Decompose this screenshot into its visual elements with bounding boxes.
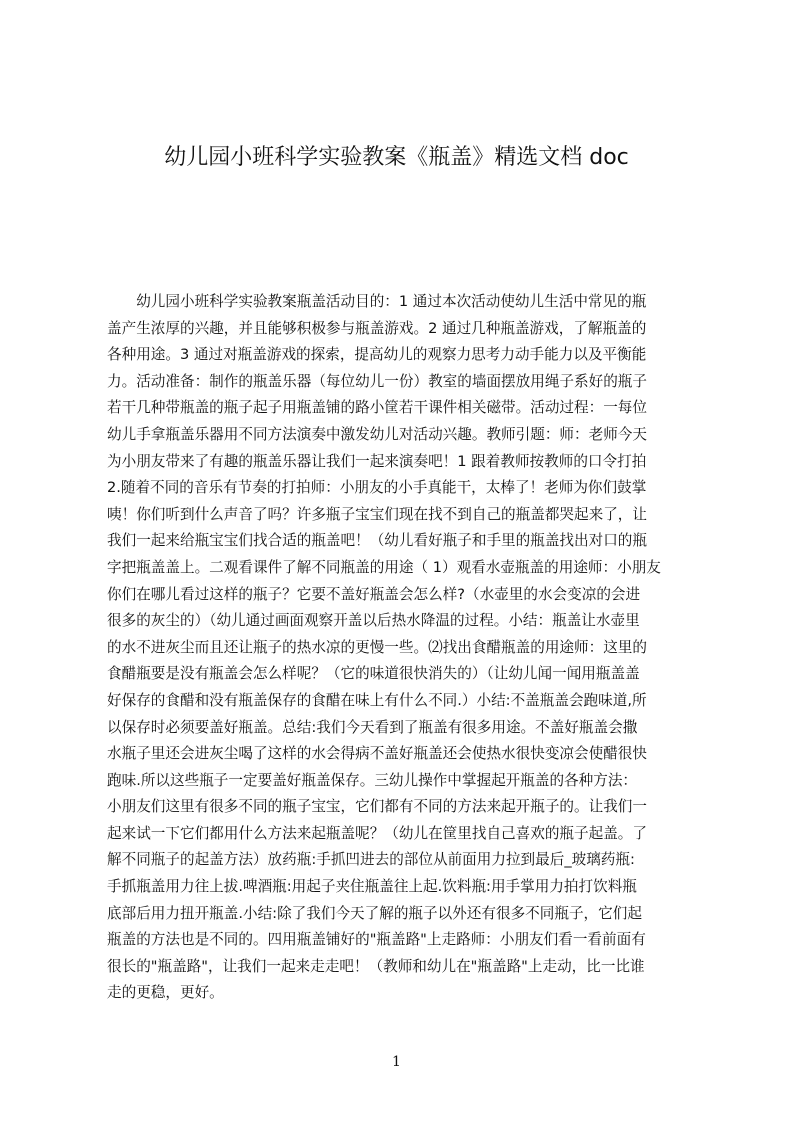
body-line: 手抓瓶盖用力往上拔.啤酒瓶:用起子夹住瓶盖往上起.饮料瓶:用手掌用力拍打饮料瓶 (107, 878, 637, 896)
body-line: 若干几种带瓶盖的瓶子起子用瓶盖铺的路小筐若干课件相关磁带。活动过程：一每位 (107, 399, 647, 417)
body-line: 好保存的食醋和没有瓶盖保存的食醋在味上有什么不同.）小结:不盖瓶盖会跑味道,所 (107, 691, 647, 709)
body-line: 小朋友们这里有很多不同的瓶子宝宝，它们都有不同的方法来起开瓶子的。让我们一 (107, 798, 647, 816)
body-line: 底部后用力扭开瓶盖.小结:除了我们今天了解的瓶子以外还有很多不同瓶子，它们起 (107, 904, 642, 922)
body-line: 各种用途。3 通过对瓶盖游戏的探索，提高幼儿的观察力思考力动手能力以及平衡能 (107, 346, 647, 364)
body-line: 力。活动准备：制作的瓶盖乐器（每位幼儿一份）教室的墙面摆放用绳子系好的瓶子 (107, 372, 647, 390)
document-title: 幼儿园小班科学实验教案《瓶盖》精选文档 doc (164, 145, 629, 170)
body-line: 幼儿园小班科学实验教案瓶盖活动目的：1 通过本次活动使幼儿生活中常见的瓶 (107, 293, 647, 310)
body-line: 很长的"瓶盖路"，让我们一起来走走吧！（教师和幼儿在"瓶盖路"上走动，比一比谁 (107, 957, 645, 975)
body-line: 很多的灰尘的）（幼儿通过画面观察开盖以后热水降温的过程。小结：瓶盖让水壶里 (107, 612, 640, 630)
body-line: 走的更稳，更好。 (107, 984, 224, 1002)
body-line: 食醋瓶要是没有瓶盖会怎么样呢？（它的味道很快消失的）（让幼儿闻一闻用瓶盖盖 (107, 665, 640, 683)
body-line: 以保存时必须要盖好瓶盖。总结:我们今天看到了瓶盖有很多用途。不盖好瓶盖会撒 (107, 718, 638, 736)
body-line: 为小朋友带来了有趣的瓶盖乐器让我们一起来演奏吧！1 跟着教师按教师的口令打拍 (107, 452, 647, 470)
document-body (107, 289, 697, 1019)
body-line: 我们一起来给瓶宝宝们找合适的瓶盖吧！（幼儿看好瓶子和手里的瓶盖找出对口的瓶 (107, 532, 647, 550)
body-line: 咦！你们听到什么声音了吗？许多瓶子宝宝们现在找不到自己的瓶盖都哭起来了，让 (107, 505, 647, 523)
body-line: 幼儿手拿瓶盖乐器用不同方法演奏中激发幼儿对活动兴趣。教师引题：师：老师今天 (107, 425, 647, 443)
body-line: 水瓶子里还会进灰尘喝了这样的水会得病不盖好瓶盖还会使热水很快变凉会使醋很快 (107, 745, 647, 763)
body-line: 字把瓶盖盖上。二观看课件了解不同瓶盖的用途（ 1）观看水壶瓶盖的用途师：小朋友 (107, 558, 661, 576)
body-line: 盖产生浓厚的兴趣，并且能够积极参与瓶盖游戏。2 通过几种瓶盖游戏，了解瓶盖的 (107, 319, 647, 337)
body-line: 2.随着不同的音乐有节奏的打拍师：小朋友的小手真能干，太棒了！老师为你们鼓掌 (107, 479, 647, 497)
body-line: 你们在哪儿看过这样的瓶子？它要不盖好瓶盖会怎么样?（水壶里的水会变凉的会进 (107, 585, 641, 603)
body-line: 瓶盖的方法也是不同的。四用瓶盖铺好的"瓶盖路"上走路师：小朋友们看一看前面有 (107, 931, 646, 949)
body-line: 解不同瓶子的起盖方法）放药瓶:手抓凹进去的部位从前面用力拉到最后_玻璃药瓶: (107, 851, 635, 869)
page-number: 1 (392, 1054, 401, 1070)
body-line: 起来试一下它们都用什么方法来起瓶盖呢？（幼儿在筐里找自己喜欢的瓶子起盖。了 (107, 824, 647, 842)
body-line: 跑味.所以这些瓶子一定要盖好瓶盖保存。三幼儿操作中掌握起开瓶盖的各种方法： (107, 771, 638, 789)
body-line: 的水不进灰尘而且还让瓶子的热水凉的更慢一些。⑵找出食醋瓶盖的用途师：这里的 (107, 638, 647, 656)
